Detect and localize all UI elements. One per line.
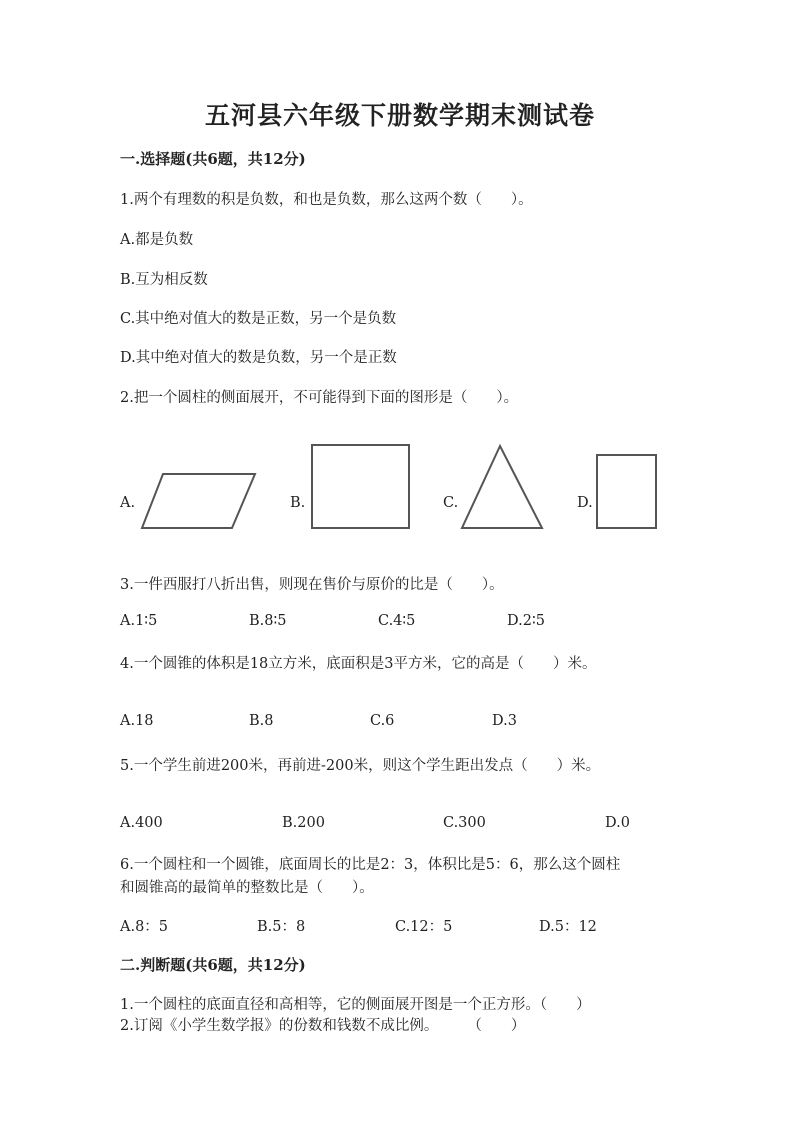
question-2-option-c: C. xyxy=(443,495,459,511)
question-5-option-d: D.0 xyxy=(605,815,630,831)
question-6-option-b: B.5：8 xyxy=(257,919,306,935)
question-1-option-b: B.互为相反数 xyxy=(120,272,208,288)
question-2-stem: 2.把一个圆柱的侧面展开，不可能得到下面的图形是（ ）。 xyxy=(120,390,519,406)
question-4-option-b: B.8 xyxy=(249,713,274,729)
rectangle-shape xyxy=(596,454,658,530)
section-heading-judgement: 二.判断题(共6题，共12分) xyxy=(120,956,306,974)
question-3-option-b: B.8∶5 xyxy=(249,613,287,629)
question-4-stem: 4.一个圆锥的体积是18立方米，底面积是3平方米，它的高是（ ）米。 xyxy=(120,656,597,672)
triangle-shape xyxy=(460,444,545,530)
question-5-option-b: B.200 xyxy=(282,815,325,831)
question-1-option-d: D.其中绝对值大的数是负数，另一个是正数 xyxy=(120,350,397,366)
question-3-stem: 3.一件西服打八折出售，则现在售价与原价的比是（ ）。 xyxy=(120,577,504,593)
question-1-stem: 1.两个有理数的积是负数，和也是负数，那么这两个数（ ）。 xyxy=(120,192,533,208)
question-6-option-c: C.12：5 xyxy=(395,919,453,935)
question-4-option-a: A.18 xyxy=(120,713,154,729)
question-1-option-c: C.其中绝对值大的数是正数，另一个是负数 xyxy=(120,311,397,327)
square-shape xyxy=(311,444,411,530)
question-5-stem: 5.一个学生前进200米，再前进-200米，则这个学生距出发点（ ）米。 xyxy=(120,758,601,774)
judgement-item-2: 2.订阅《小学生数学报》的份数和钱数不成比例。 （ ） xyxy=(120,1018,526,1034)
question-5-option-a: A.400 xyxy=(120,815,163,831)
question-6-option-a: A.8：5 xyxy=(120,919,169,935)
question-6-stem-line-1: 6.一个圆柱和一个圆锥，底面周长的比是2：3，体积比是5：6，那么这个圆柱 xyxy=(120,857,621,873)
page-title: 五河县六年级下册数学期末测试卷 xyxy=(204,101,595,130)
question-2-option-d: D. xyxy=(577,495,593,511)
question-3-option-d: D.2∶5 xyxy=(507,613,545,629)
question-5-option-c: C.300 xyxy=(443,815,486,831)
question-3-option-a: A.1∶5 xyxy=(120,613,158,629)
question-3-option-c: C.4∶5 xyxy=(378,613,416,629)
section-heading-choice: 一.选择题(共6题，共12分) xyxy=(120,150,306,168)
parallelogram-shape xyxy=(140,472,260,532)
question-2-option-b: B. xyxy=(290,495,306,511)
question-6-option-d: D.5：12 xyxy=(539,919,597,935)
question-4-option-c: C.6 xyxy=(370,713,395,729)
question-4-option-d: D.3 xyxy=(492,713,517,729)
question-1-option-a: A.都是负数 xyxy=(120,232,194,248)
question-2-option-a: A. xyxy=(120,495,136,511)
question-6-stem-line-2: 和圆锥高的最简单的整数比是（ ）。 xyxy=(120,880,374,896)
judgement-item-1: 1.一个圆柱的底面直径和高相等，它的侧面展开图是一个正方形。（ ） xyxy=(120,997,591,1013)
